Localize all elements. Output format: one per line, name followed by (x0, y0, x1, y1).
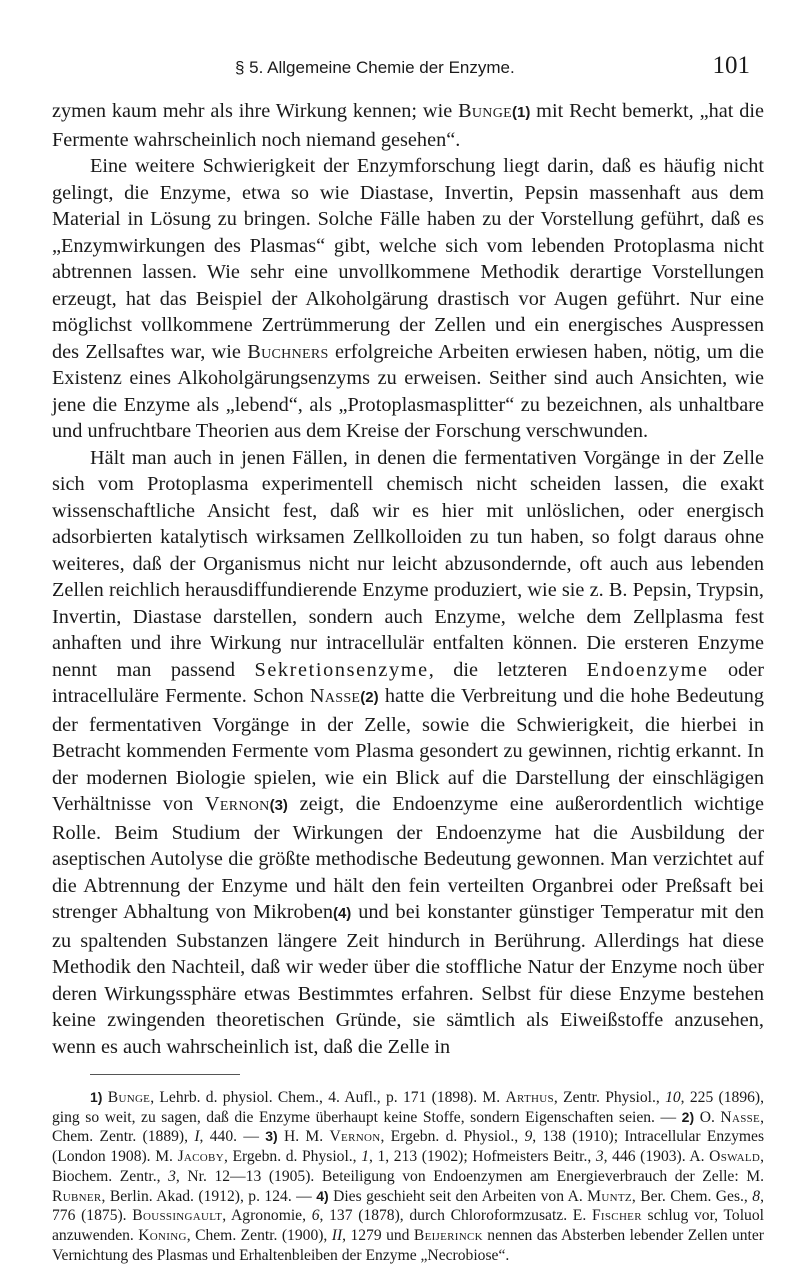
paragraph-3 (52, 445, 764, 1061)
text-run: mit Recht bemerkt, „hat die Fermente wahrscheinlich noch niemand gesehen“. (52, 100, 765, 151)
text-run: , Chem. Zentr. (1889), (52, 1108, 764, 1146)
author-name: Arthus (505, 1089, 554, 1106)
book-page (52, 48, 764, 1265)
text-run: oder intracelluläre Fermente. Schon (52, 658, 765, 707)
text-run: und bei konstanter günstiger Temperatur mit den zu spaltenden Substanzen längere Zeit hindurch in Berührung. Allerdings hat diese Methodik den Nachteil, daß wir weder über die stoffliche Natur der Enzyme noch über deren Wirkungssphäre etwas Bestimmtes erfahren. Selbst für diese Enzyme bestehen keine zwingenden theoretischen Gründe, sie sämtlich als Eiweißstoffe anzusehen, wenn es auch wahrscheinlich ist, daß die Zelle in (52, 901, 764, 1058)
author-name: Buchners (247, 340, 329, 363)
author-name: Jacoby (177, 1148, 224, 1166)
text-run: zeigt, die Endoenzyme eine außerordentlich wichtige Rolle. Beim Studium der Wirkungen der Endoenzyme hat die Ausbildung der aseptischen Autolyse die größte methodische Bedeutung gewonnen. Man verzichtet auf die Abtrennung der Enzyme und hält den fein verteilten Organbrei oder Preßsaft bei strenger Abhaltung von Mikroben (52, 793, 764, 923)
text-run: Eine weitere Schwierigkeit der Enzymforschung liegt darin, daß es häufig nicht gelingt, die Enzyme, etwa so wie Diastase, Invertin, Pepsin massenhaft aus dem Material in Lösung zu bringen. Solche Fälle haben zu der Vorstellung geführt, daß es „Enzymwirkungen des Plasmas“ gibt, welche sich vom lebenden Protoplasma nicht abtrennen lassen. Wie sehr eine unvollkommene Methodik derartige Vorstellungen erzeugt, hat das Beispiel der Alkoholgärung drastisch vor Augen geführt. Nur eine möglichst vollkommene Zertrümmerung der Zellen und ein energisches Auspressen des Zellsaftes war, wie (52, 155, 764, 363)
text-run: , 225 (1896), ging so weit, zu sagen, daß die Enzyme überhaupt keine Stoffe, sondern Eigenschaften seien. — (52, 1089, 764, 1126)
reference-marker: (2) (360, 689, 379, 706)
footnote-number: 1) (90, 1089, 103, 1105)
volume-number: 3 (168, 1167, 176, 1185)
text-run: Hält man auch in jenen Fällen, in denen die fermentativen Vorgänge in der Zelle sich vom Protoplasma experimentell chemisch nicht scheiden lassen, die exakt wissenschaftliche Ansicht fest, daß wir es hier mit unlöslichen, oder energisch adsorbierten katalytisch wirksamen Zellkolloiden zu tun haben, so folgt daraus ohne weiteres, daß der Organismus nicht nur leicht abzusondernde, oft auch aus lebenden Zellen reichlich herausdiffundierende Enzyme produziert, wie sie z. B. Pepsin, Trypsin, Invertin, Diastase darstellen, sondern auch Enzyme, welche dem Zellplasma fest anhaften und ihre Wirkung nur intracellulär entfalten können. Die ersteren Enzyme nennt man passend (52, 446, 764, 681)
running-head (52, 48, 764, 88)
text-run: hatte die Verbreitung und die hohe Bedeutung der fermentativen Vorgänge in der Zelle, sowie die Schwierigkeit, die hierbei in Betracht kommenden Fermente vom Plasma gesondert zu gewinnen, richtig erkannt. In der modernen Biologie spielen, wie ein Blick auf die Darstellung der einschlägigen Verhältnisse von (52, 685, 764, 815)
text-run: , 1279 und (342, 1226, 414, 1244)
text-run: , 137 (1878), durch Chloroformzusatz. E. (319, 1207, 592, 1225)
volume-number: 6 (311, 1207, 320, 1225)
footnote-number: 2) (681, 1108, 695, 1125)
author-name: Bunge (107, 1089, 151, 1106)
text-run: schlug vor, Toluol anzuwenden. (52, 1207, 764, 1244)
text-run: O. (694, 1108, 721, 1126)
volume-number: 10 (665, 1089, 681, 1106)
text-run: , 440. — (199, 1128, 266, 1146)
footnotes (52, 1088, 764, 1265)
term-emphasis: Endoenzyme (586, 658, 709, 681)
footnote-divider (90, 1074, 240, 1075)
text-run: , Zentr. Physiol., (553, 1089, 666, 1106)
text-run: erfolgreiche Arbeiten erwiesen haben, nötig, um die Existenz eines Alkoholgärungsenzyms zu erweisen. Seither sind auch Ansichten, wie jene die Enzyme als „lebend“, als „Protoplasmasplitter“ zu bezeichnen, als unhaltbare und unfruchtbare Theorien aus dem Kreise der Forschung verschwunden. (52, 340, 764, 442)
body-text (52, 98, 764, 1060)
author-name: Beijerinck (413, 1226, 483, 1244)
volume-number: 9 (524, 1128, 533, 1146)
author-name: Vernon (204, 793, 270, 815)
text-run: H. M. (277, 1128, 330, 1146)
reference-marker: (1) (511, 104, 531, 121)
text-run: , die letzteren (428, 658, 587, 681)
section-title: § 5. Allgemeine Chemie der Enzyme. (235, 58, 515, 77)
author-name: Boussingault (132, 1207, 223, 1225)
footnote-number: 4) (316, 1187, 329, 1204)
text-run: nennen das Absterben lebender Zellen unter Vernichtung des Plasmas und Erhaltenbleiben der Enzyme „Necrobiose“. (52, 1226, 764, 1264)
footnote-block (52, 1088, 764, 1265)
text-run: , 1, 213 (1902); Hofmeisters Beitr., (369, 1148, 596, 1166)
text-run: , 776 (1875). (52, 1187, 764, 1225)
reference-marker: (3) (269, 797, 288, 814)
author-name: Koning (138, 1226, 187, 1244)
volume-number: II (331, 1226, 343, 1244)
text-run: , Ergebn. d. Physiol., (223, 1148, 362, 1166)
volume-number: 8 (752, 1187, 761, 1205)
author-name: Oswald (709, 1148, 761, 1166)
text-run: , 446 (1903). A. (603, 1148, 710, 1166)
reference-marker: (4) (332, 905, 352, 922)
text-run: , Chem. Zentr. (1900), (186, 1226, 332, 1244)
volume-number: 3 (595, 1148, 604, 1166)
text-run: , Berlin. Akad. (1912), p. 124. — (101, 1187, 317, 1205)
author-name: Vernon (329, 1128, 381, 1146)
author-name: Nasse (309, 685, 361, 707)
text-run: zymen kaum mehr als ihre Wirkung kennen; wie (52, 100, 459, 122)
volume-number: 1 (361, 1148, 369, 1166)
author-name: Nasse (720, 1108, 761, 1126)
author-name: Bunge (458, 100, 512, 122)
text-run: , 138 (1910); Intracellular Enzymes (London 1908). M. (52, 1128, 765, 1166)
text-run: , Agronomie, (222, 1207, 312, 1225)
text-run: , Nr. 12—13 (1905). Beteiligung von Endoenzymen am Energieverbrauch der Zelle: M. (175, 1167, 765, 1185)
text-run: , Lehrb. d. physiol. Chem., 4. Aufl., p. 171 (1898). M. (150, 1089, 506, 1106)
text-run: , Ber. Chem. Ges., (631, 1187, 753, 1205)
term-emphasis: Sekretionsenzyme (254, 658, 429, 681)
text-run: Dies geschieht seit den Arbeiten von A. (328, 1187, 588, 1205)
volume-number: I (194, 1128, 200, 1146)
author-name: Rubner (52, 1187, 102, 1205)
author-name: Fischer (591, 1207, 642, 1225)
paragraph-2 (52, 153, 764, 445)
text-run: , Ergebn. d. Physiol., (380, 1128, 525, 1146)
page-number: 101 (712, 52, 750, 79)
text-run: , Biochem. Zentr., (52, 1148, 764, 1185)
paragraph-1 (52, 98, 764, 153)
author-name: Muntz (587, 1187, 632, 1205)
footnote-number: 3) (265, 1128, 278, 1145)
